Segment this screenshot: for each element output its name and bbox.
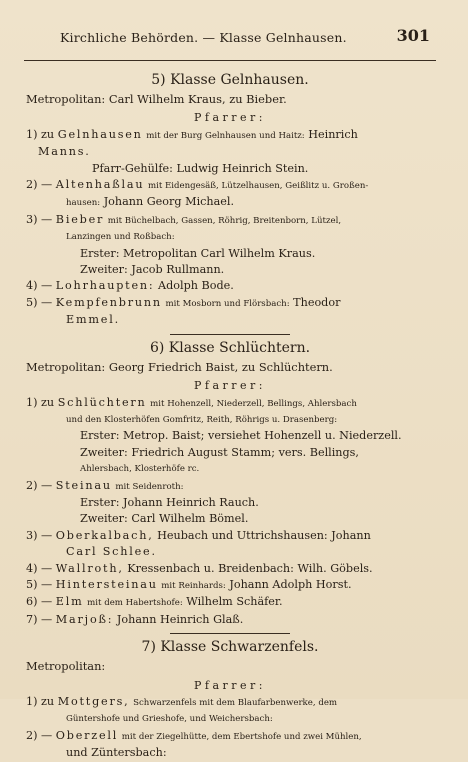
entry-number: 3) — <box>26 212 53 226</box>
entry-number: 5) — <box>26 577 53 591</box>
second-pastor: Zweiter: Jacob Rullmann. <box>80 263 225 277</box>
entry-number: 1) zu <box>26 395 55 409</box>
page-number: 301 <box>396 26 430 45</box>
entry-continuation: und Züntersbach: <box>66 746 167 760</box>
list-item <box>26 177 434 194</box>
pfarrer-label: Pfarrer: <box>193 379 267 393</box>
place-note: mit der Burg Gelnhausen und Haitz: <box>146 130 305 141</box>
person-name: Wilh. Göbels. <box>297 561 373 575</box>
place-note: mit Eidengesäß, Lützelhausen, Geißlitz u. Großen- <box>147 181 369 192</box>
entry-number: 3) — <box>26 528 53 542</box>
place-note: mit Reinhards: <box>161 580 226 591</box>
entry-continuation: Güntershofe und Grieshofe, und Weichersbach: <box>66 714 273 725</box>
entry-number: 1) zu <box>26 127 55 141</box>
place-note: Heubach und Uttrichshausen: <box>157 528 328 542</box>
entry-continuation: und den Klosterhöfen Gomfritz, Reith, Röhrigs u. Drasenberg: <box>66 414 338 425</box>
list-item <box>26 577 434 594</box>
place-name: Wallroth, <box>55 561 124 575</box>
person-name: Heinrich <box>308 127 358 141</box>
place-name: Gelnhausen <box>57 127 143 141</box>
section-divider <box>170 633 290 634</box>
header-title: Kirchliche Behörden. — Klasse Gelnhausen. <box>60 30 347 45</box>
first-pastor: Erster: Johann Heinrich Rauch. <box>80 495 259 509</box>
list-item <box>26 694 434 711</box>
place-note: mit Mosborn und Flörsbach: <box>165 298 290 309</box>
list-item <box>26 295 434 312</box>
place-name: Schlüchtern <box>57 395 147 409</box>
entry-continuation: Emmel. <box>66 313 120 327</box>
person-name: Johann Adolph Horst. <box>229 577 352 591</box>
section-title: 5) Klasse Gelnhausen. <box>151 72 309 88</box>
entry-number: 2) — <box>26 178 53 192</box>
list-item <box>26 212 434 229</box>
list-item <box>26 278 434 294</box>
list-item <box>26 594 434 611</box>
place-note: mit Hohenzell, Niederzell, Bellings, Ahlersbach <box>150 398 357 409</box>
place-name: Mottgers, <box>57 695 130 708</box>
place-name: Elm <box>55 595 84 609</box>
person-name: Johann <box>331 528 371 542</box>
page-content <box>26 68 434 762</box>
place-name: Hintersteinau <box>55 577 158 591</box>
list-item <box>26 528 434 544</box>
entry-number: 2) — <box>26 728 53 742</box>
person-name: Wilhelm Schäfer. <box>186 595 283 609</box>
section-title: 6) Klasse Schlüchtern. <box>149 339 311 356</box>
pfarrer-label: Pfarrer: <box>193 111 267 125</box>
place-note: mit Seidenroth: <box>115 481 184 492</box>
metropolitan-line: Metropolitan: Carl Wilhelm Kraus, zu Bieber. <box>26 92 287 106</box>
place-name: Lohrhaupten: <box>55 279 155 293</box>
header-rule <box>24 60 436 61</box>
person-name: Theodor <box>293 295 341 309</box>
entry-number: 1) zu <box>26 695 55 708</box>
place-name: Steinau <box>55 478 112 492</box>
metropolitan-line: Metropolitan: <box>26 659 106 674</box>
place-name: Oberzell <box>55 728 119 742</box>
section-divider <box>170 334 290 335</box>
entry-number: 5) — <box>26 295 53 309</box>
list-item <box>26 728 434 745</box>
first-pastor: Erster: Metrop. Baist; versiehet Hohenzell u. Niederzell. <box>80 429 402 443</box>
place-note: hausen: <box>66 198 101 209</box>
place-name: Kempfenbrunn <box>55 295 162 309</box>
list-item <box>26 395 434 412</box>
list-item <box>26 612 434 628</box>
entry-continuation: Lanzingen und Roßbach: <box>66 232 175 243</box>
metropolitan-line: Metropolitan: Georg Friedrich Baist, zu Schlüchtern. <box>26 359 333 374</box>
place-note: Kressenbach u. Breidenbach: <box>127 561 294 575</box>
entry-number: 4) — <box>26 561 53 575</box>
place-note: mit der Ziegelhütte, dem Ebertshofe und zwei Mühlen, <box>121 731 362 742</box>
list-item <box>26 127 434 144</box>
assistant-line: Pfarr-Gehülfe: Ludwig Heinrich Stein. <box>92 161 309 175</box>
person-name: Adolph Bode. <box>158 279 234 293</box>
entry-number: 2) — <box>26 478 53 492</box>
second-pastor: Zweiter: Carl Wilhelm Bömel. <box>80 512 249 526</box>
entry-number: 7) — <box>26 612 53 626</box>
place-note: Schwarzenfels mit dem Blaufarbenwerke, dem <box>133 698 338 708</box>
person-name: Johann Heinrich Glaß. <box>116 612 244 626</box>
place-name: Bieber <box>55 212 105 226</box>
running-header <box>60 24 430 46</box>
list-item <box>26 561 434 577</box>
section-title: 7) Klasse Schwarzenfels. <box>141 639 319 656</box>
entry-continuation <box>26 194 434 211</box>
entry-continuation: Manns. <box>38 145 91 159</box>
person-name: Johann Georg Michael. <box>103 195 235 209</box>
entry-continuation: Carl Schlee. <box>66 545 157 559</box>
place-name: Marjoß: <box>55 612 114 626</box>
entry-number: 4) — <box>26 279 53 293</box>
place-note: mit dem Habertshofe: <box>87 598 183 609</box>
place-name: Altenhaßlau <box>55 178 145 192</box>
entry-continuation: Ahlersbach, Klosterhöfe rc. <box>80 464 200 475</box>
place-note: mit Büchelbach, Gassen, Röhrig, Breitenborn, Lützel, <box>107 215 342 226</box>
list-item <box>26 478 434 495</box>
entry-number: 6) — <box>26 595 53 609</box>
place-name: Oberkalbach, <box>55 528 154 542</box>
first-pastor: Erster: Metropolitan Carl Wilhelm Kraus. <box>80 246 316 260</box>
second-pastor: Zweiter: Friedrich August Stamm; vers. Bellings, <box>80 445 359 459</box>
pfarrer-label: Pfarrer: <box>193 678 267 692</box>
